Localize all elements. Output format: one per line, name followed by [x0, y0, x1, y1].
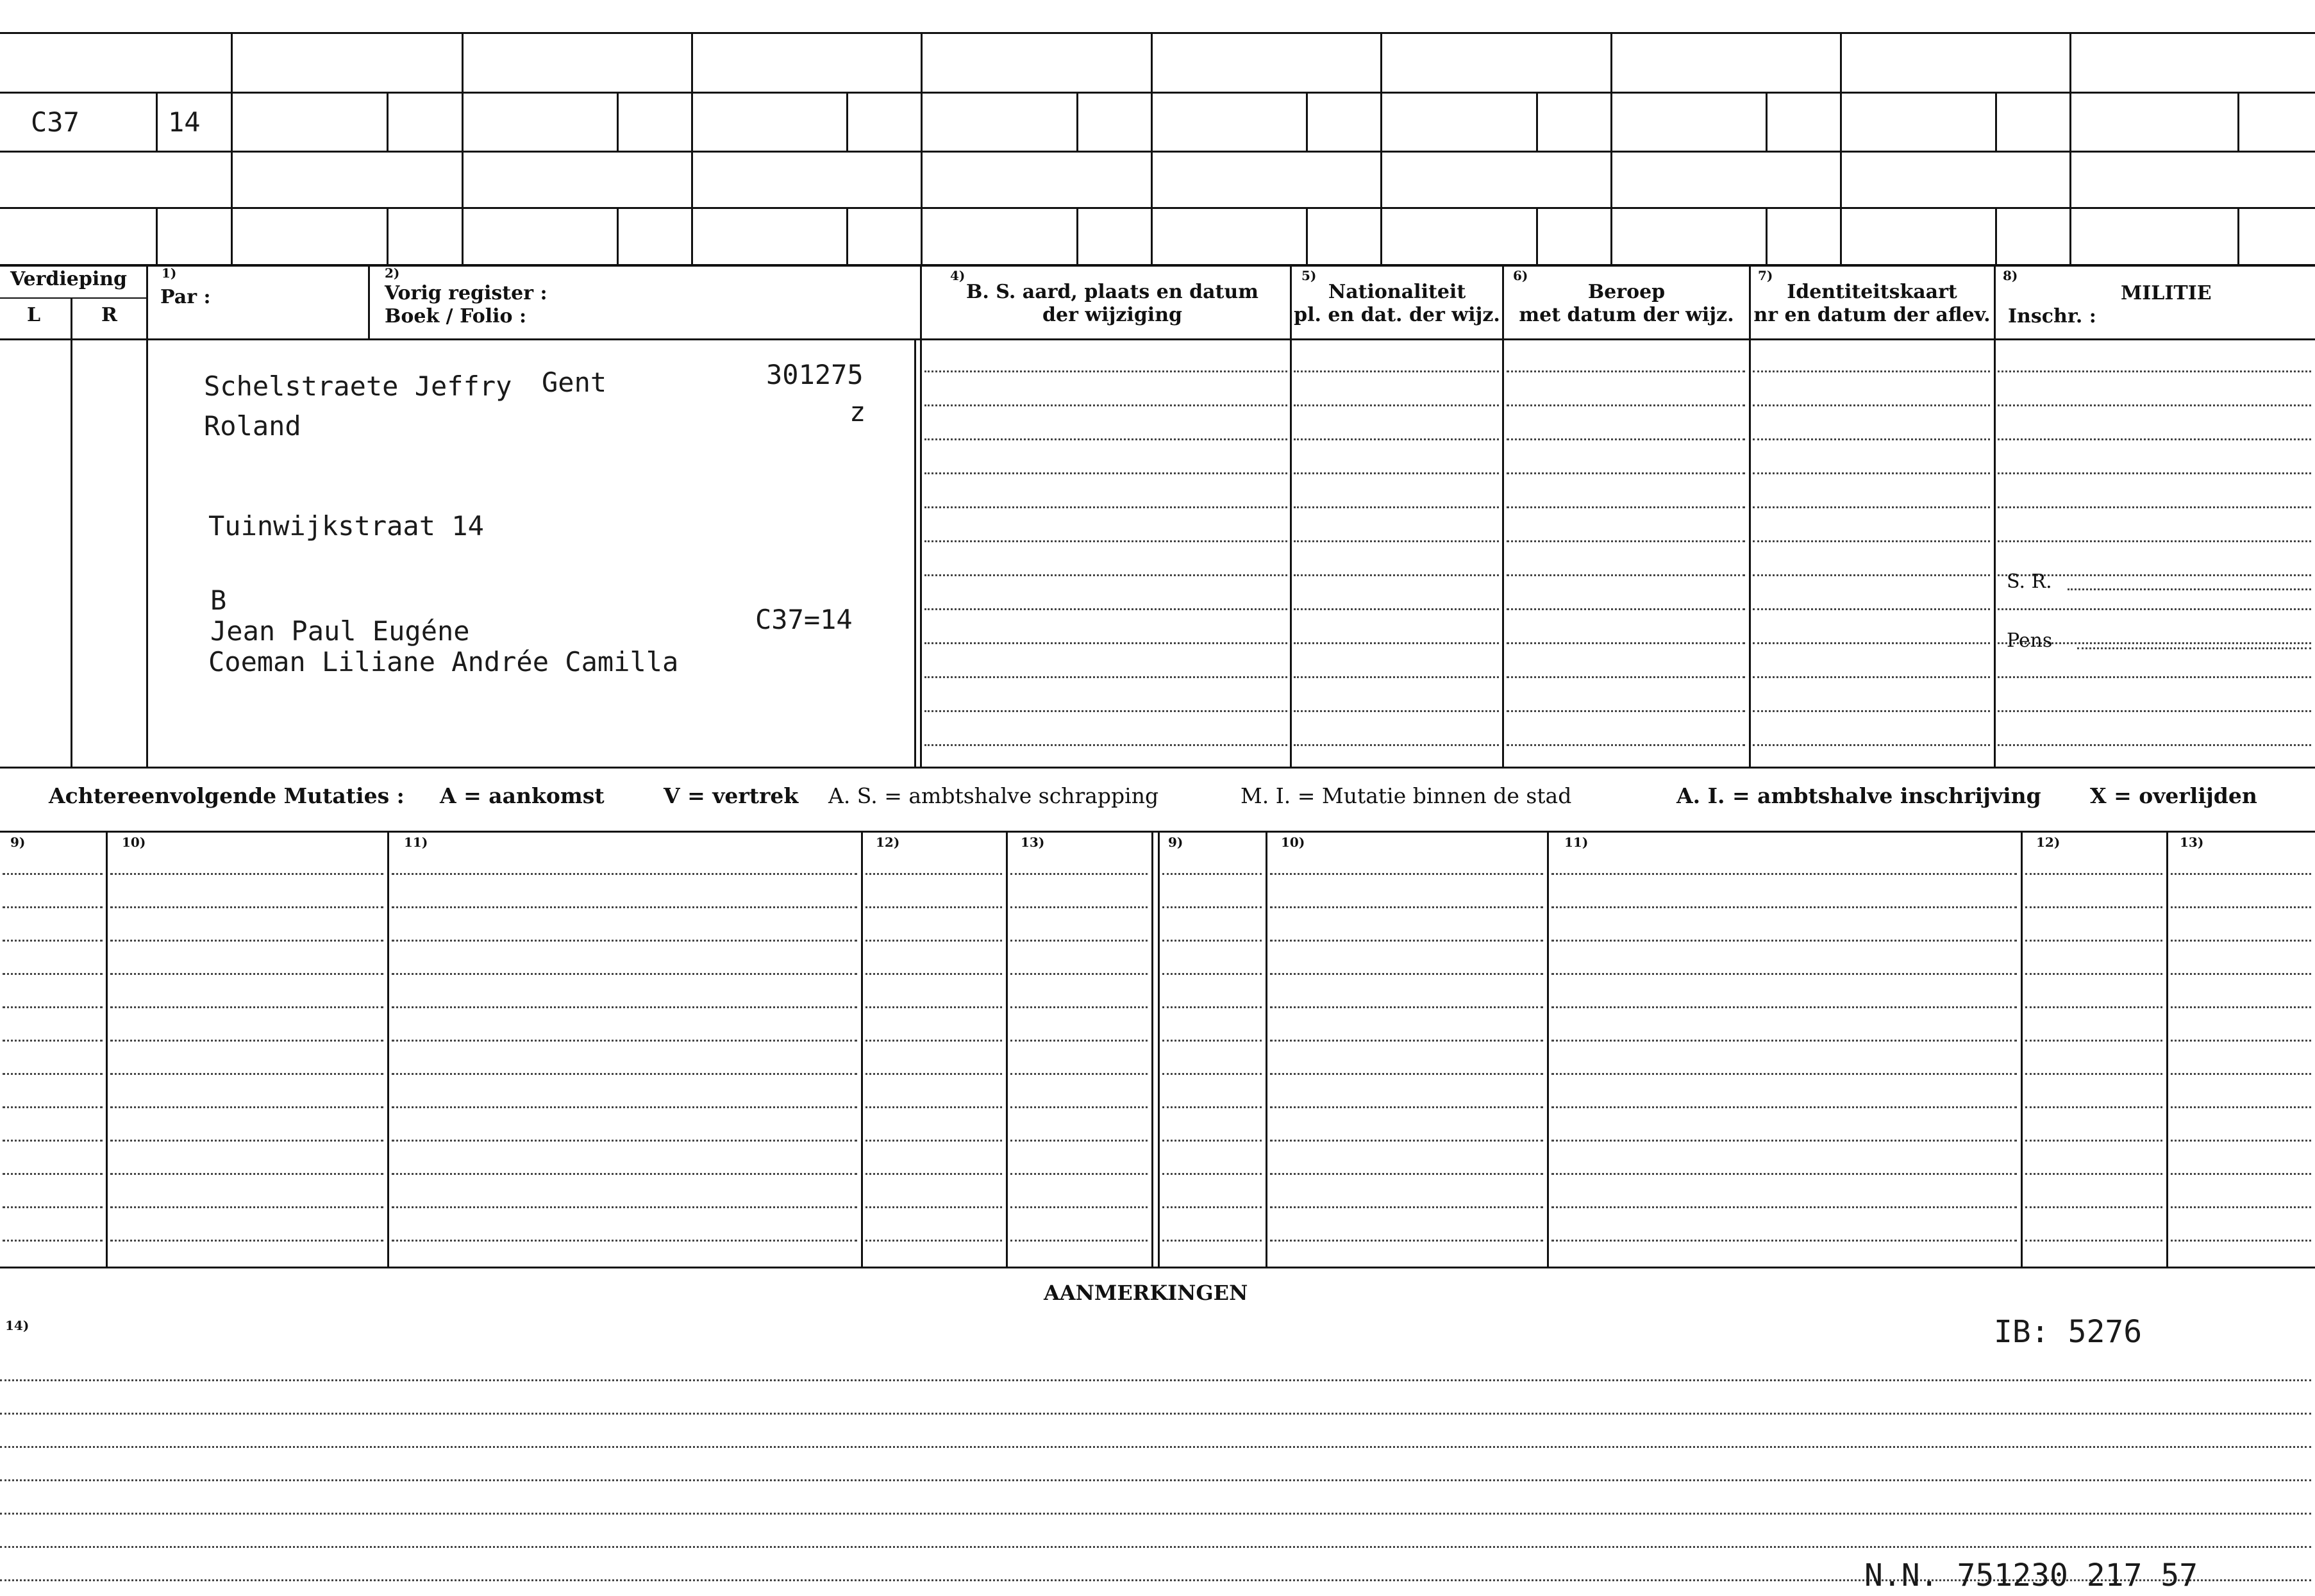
ruled-line: [1162, 1240, 1262, 1242]
right-label: R: [101, 304, 117, 326]
ruled-line: [1162, 873, 1262, 875]
ruled-line: [1270, 1140, 1543, 1142]
ruled-line: [1551, 1106, 2017, 1108]
beroep-number: 6): [1513, 268, 1528, 283]
legend-ambtshalve-inschrijving: A. I. = ambtshalve inschrijving: [1676, 783, 2041, 808]
ruled-line: [1551, 1140, 2017, 1142]
ruled-line: [1010, 1073, 1148, 1075]
ruled-line: [2171, 1140, 2311, 1142]
ruled-line: [2025, 1240, 2162, 1242]
number-cell: 14: [168, 106, 201, 138]
boek-folio-label: Boek / Folio :: [385, 305, 527, 328]
ruled-line: [1294, 710, 1499, 712]
beroep-line2: met datum der wijz.: [1519, 304, 1734, 326]
ruled-line: [1753, 370, 1990, 372]
nationaliteit-line2: pl. en dat. der wijz.: [1294, 304, 1500, 326]
ruled-line: [110, 1173, 383, 1175]
ruled-line: [3, 1240, 103, 1242]
left-label: L: [27, 304, 41, 326]
legend-vertrek: V = vertrek: [664, 783, 799, 808]
ruled-line: [1294, 608, 1499, 610]
ruled-line: [1998, 370, 2311, 372]
ruled-line: [865, 940, 1002, 942]
ruled-line: [1010, 1140, 1148, 1142]
ruled-line: [1294, 404, 1499, 406]
identiteitskaart-label: [1750, 281, 1994, 327]
ruled-line: [0, 1413, 2311, 1415]
col-10-label: 10): [122, 835, 146, 850]
ruled-line: [1551, 1206, 2017, 1208]
ruled-line: [1294, 506, 1499, 508]
mutations-title: [49, 783, 405, 808]
ruled-line: [1753, 676, 1990, 678]
nationaliteit-line1: Nationaliteit: [1328, 281, 1466, 303]
ruled-line: [2025, 1140, 2162, 1142]
ruled-line: [924, 710, 1287, 712]
ruled-line: [1162, 1206, 1262, 1208]
ib-number: IB: 5276: [1994, 1314, 2143, 1350]
ruled-line: [1551, 906, 2017, 908]
birthplace: Gent: [542, 367, 607, 398]
ruled-line: [110, 1006, 383, 1008]
ruled-line: [1507, 676, 1745, 678]
ruled-line: [3, 940, 103, 942]
ruled-line: [2171, 1006, 2311, 1008]
ruled-line: [1010, 906, 1148, 908]
ruled-line: [1551, 940, 2017, 942]
mother-name: Coeman Liliane Andrée Camilla: [208, 646, 679, 677]
ruled-line: [1294, 642, 1499, 644]
vorig-number: 2): [385, 265, 400, 281]
ruled-line: [2025, 1173, 2162, 1175]
ruled-line: [1998, 472, 2311, 474]
ruled-line: [1294, 472, 1499, 474]
birthdate: 301275: [766, 359, 864, 390]
ruled-line: [1270, 1006, 1543, 1008]
ruled-line: [1753, 744, 1990, 746]
militie-label: MILITIE: [2121, 282, 2212, 304]
col-9b-label: 9): [1168, 835, 1183, 850]
ruled-line: [1010, 1006, 1148, 1008]
ruled-line: [1010, 940, 1148, 942]
ruled-line: [1162, 1040, 1262, 1042]
ruled-line: [1162, 973, 1262, 975]
ruled-line: [0, 1446, 2311, 1448]
legend-ambtshalve-schrapping: A. S. = ambtshalve schrapping: [828, 783, 1159, 808]
ruled-line: [1998, 676, 2311, 678]
ruled-line: [2025, 906, 2162, 908]
identiteitskaart-line2: nr en datum der aflev.: [1753, 304, 1991, 326]
ruled-line: [2171, 1206, 2311, 1208]
ruled-line: [1753, 574, 1990, 576]
ruled-line: [1753, 540, 1990, 542]
inschr-label: Inschr. :: [2008, 305, 2096, 328]
ruled-line: [392, 1040, 857, 1042]
ruled-line: [1753, 608, 1990, 610]
ruled-line: [1551, 973, 2017, 975]
ruled-line: [1270, 1106, 1543, 1108]
ruled-line: [1162, 1006, 1262, 1008]
ruled-line: [110, 1040, 383, 1042]
ruled-line: [865, 1106, 1002, 1108]
ruled-line: [865, 1173, 1002, 1175]
ruled-line: [1551, 1006, 2017, 1008]
id-number: 7): [1758, 268, 1773, 283]
ruled-line: [392, 1006, 857, 1008]
nat-number: 5): [1301, 268, 1317, 283]
father-name: Jean Paul Eugéne: [210, 615, 470, 647]
ruled-line: [110, 940, 383, 942]
ruled-line: [1270, 906, 1543, 908]
ruled-line: [865, 906, 1002, 908]
ruled-line: [1507, 642, 1745, 644]
address: Tuinwijkstraat 14: [208, 510, 484, 542]
ruled-line: [1753, 506, 1990, 508]
ruled-line: [924, 744, 1287, 746]
identiteitskaart-line1: Identiteitskaart: [1787, 281, 1957, 303]
ruled-line: [3, 1073, 103, 1075]
ruled-line: [392, 873, 857, 875]
ruled-line: [1753, 438, 1990, 440]
ruled-line: [924, 370, 1287, 372]
ruled-line: [0, 1379, 2311, 1381]
ruled-line: [924, 404, 1287, 406]
sr-dotted-line: [2068, 588, 2311, 590]
ruled-line: [392, 973, 857, 975]
ruled-line: [1998, 540, 2311, 542]
col-13b-label: 13): [2180, 835, 2204, 850]
ruled-line: [865, 1073, 1002, 1075]
ruled-line: [924, 574, 1287, 576]
ruled-line: [865, 1140, 1002, 1142]
ruled-line: [2171, 973, 2311, 975]
ruled-line: [2171, 906, 2311, 908]
ruled-line: [392, 1106, 857, 1108]
ruled-line: [1998, 438, 2311, 440]
ruled-line: [1270, 940, 1543, 942]
ruled-line: [1507, 710, 1745, 712]
ruled-line: [1010, 1106, 1148, 1108]
ruled-line: [1753, 404, 1990, 406]
ruled-line: [3, 1006, 103, 1008]
ruled-line: [1507, 744, 1745, 746]
ruled-line: [2171, 1240, 2311, 1242]
ruled-line: [1753, 710, 1990, 712]
ruled-line: [1998, 608, 2311, 610]
col-11-label: 11): [404, 835, 428, 850]
ruled-line: [2171, 940, 2311, 942]
beroep-label: [1504, 281, 1749, 327]
ruled-line: [2171, 1173, 2311, 1175]
ruled-line: [1507, 472, 1745, 474]
ruled-line: [110, 1073, 383, 1075]
ruled-line: [1162, 906, 1262, 908]
par-label: Par :: [160, 286, 211, 308]
sr-label: S. R.: [2007, 570, 2052, 593]
ruled-line: [392, 1206, 857, 1208]
ruled-line: [2171, 1073, 2311, 1075]
ruled-line: [3, 1106, 103, 1108]
bs-label-line2: der wijziging: [1042, 304, 1182, 326]
ruled-line: [1551, 873, 2017, 875]
ruled-line: [1507, 438, 1745, 440]
mutations-title-text: Achtereenvolgende Mutaties :: [49, 783, 405, 808]
ruled-line: [1551, 1040, 2017, 1042]
col-10b-label: 10): [1281, 835, 1305, 850]
ruled-line: [3, 873, 103, 875]
par-number: 1): [162, 265, 177, 281]
ruled-line: [2025, 1040, 2162, 1042]
col-12b-label: 12): [2036, 835, 2060, 850]
sex: z: [849, 396, 866, 428]
remarks-number: 14): [5, 1318, 29, 1333]
ruled-line: [392, 940, 857, 942]
legend-mutatie-binnen-stad: M. I. = Mutatie binnen de stad: [1241, 783, 1572, 808]
ruled-line: [110, 1106, 383, 1108]
ruled-line: [3, 1040, 103, 1042]
legend-aankomst: A = aankomst: [440, 783, 605, 808]
nationality-code: B: [210, 585, 227, 616]
ruled-line: [392, 1140, 857, 1142]
ruled-line: [1270, 1173, 1543, 1175]
verdieping-label: Verdieping: [10, 268, 128, 290]
ruled-line: [1753, 472, 1990, 474]
ruled-line: [924, 676, 1287, 678]
ruled-line: [1507, 574, 1745, 576]
ruled-line: [865, 873, 1002, 875]
ruled-line: [2025, 1206, 2162, 1208]
ruled-line: [1270, 1206, 1543, 1208]
ruled-line: [924, 506, 1287, 508]
ruled-line: [1998, 404, 2311, 406]
ruled-line: [2025, 873, 2162, 875]
ruled-line: [924, 438, 1287, 440]
ruled-line: [392, 906, 857, 908]
ruled-line: [1294, 676, 1499, 678]
ruled-line: [1998, 744, 2311, 746]
ruled-line: [1162, 1173, 1262, 1175]
vorig-register-label: Vorig register :: [385, 282, 547, 304]
ruled-line: [1507, 608, 1745, 610]
ruled-line: [2171, 873, 2311, 875]
ruled-line: [2025, 1073, 2162, 1075]
ruled-line: [1270, 1040, 1543, 1042]
ruled-line: [3, 1206, 103, 1208]
ruled-line: [1294, 744, 1499, 746]
person-name: Schelstraete Jeffry: [204, 370, 512, 402]
ruled-line: [1294, 574, 1499, 576]
bs-label-line1: B. S. aard, plaats en datum: [966, 281, 1258, 303]
ruled-line: [1294, 540, 1499, 542]
ruled-line: [2171, 1106, 2311, 1108]
ruled-line: [1010, 873, 1148, 875]
ruled-line: [1551, 1240, 2017, 1242]
ruled-line: [1270, 873, 1543, 875]
ruled-line: [0, 1513, 2311, 1515]
second-name: Roland: [204, 410, 301, 442]
beroep-line1: Beroep: [1587, 281, 1666, 303]
ruled-line: [1294, 438, 1499, 440]
ruled-line: [1507, 370, 1745, 372]
ruled-line: [1753, 642, 1990, 644]
ruled-line: [2171, 1040, 2311, 1042]
col-9-label: 9): [10, 835, 26, 850]
code-cell: C37: [31, 106, 79, 138]
nationaliteit-label: [1291, 281, 1503, 327]
ruled-line: [1162, 1073, 1262, 1075]
ruled-line: [924, 472, 1287, 474]
aanmerkingen-title: AANMERKINGEN: [1044, 1281, 1248, 1305]
ruled-line: [1294, 370, 1499, 372]
ruled-line: [865, 973, 1002, 975]
ruled-line: [392, 1173, 857, 1175]
col-13-label: 13): [1021, 835, 1045, 850]
ruled-line: [1270, 1073, 1543, 1075]
ruled-line: [110, 1240, 383, 1242]
ruled-line: [924, 642, 1287, 644]
ruled-line: [1010, 1206, 1148, 1208]
ruled-line: [924, 540, 1287, 542]
ruled-line: [1010, 973, 1148, 975]
ruled-line: [3, 906, 103, 908]
ruled-line: [0, 1479, 2311, 1481]
ruled-line: [1162, 1106, 1262, 1108]
ruled-line: [865, 1040, 1002, 1042]
bs-number: 4): [950, 268, 965, 283]
ruled-line: [110, 973, 383, 975]
ruled-line: [392, 1073, 857, 1075]
ruled-line: [110, 906, 383, 908]
ruled-line: [110, 1140, 383, 1142]
ruled-line: [1270, 1240, 1543, 1242]
ruled-line: [1162, 940, 1262, 942]
col-11b-label: 11): [1564, 835, 1589, 850]
ruled-line: [2025, 940, 2162, 942]
ruled-line: [3, 1140, 103, 1142]
ruled-line: [0, 1546, 2311, 1548]
ruled-line: [2025, 1106, 2162, 1108]
ruled-line: [1010, 1040, 1148, 1042]
ruled-line: [1010, 1173, 1148, 1175]
ruled-line: [1998, 506, 2311, 508]
ruled-line: [2025, 1006, 2162, 1008]
ruled-line: [3, 973, 103, 975]
ruled-line: [865, 1240, 1002, 1242]
ruled-line: [1507, 404, 1745, 406]
ruled-line: [865, 1206, 1002, 1208]
ruled-line: [1507, 540, 1745, 542]
reference-code: C37=14: [755, 604, 853, 635]
militie-number: 8): [2003, 268, 2018, 283]
ruled-line: [2025, 973, 2162, 975]
ruled-line: [1162, 1140, 1262, 1142]
ruled-line: [1270, 973, 1543, 975]
bs-label: [923, 281, 1301, 327]
ruled-line: [924, 608, 1287, 610]
ruled-line: [1551, 1173, 2017, 1175]
pens-dotted-line: [2077, 647, 2311, 649]
ruled-line: [1507, 506, 1745, 508]
pens-label: Pens: [2007, 629, 2053, 652]
legend-overlijden: X = overlijden: [2090, 783, 2257, 808]
ruled-line: [392, 1240, 857, 1242]
ruled-line: [1998, 710, 2311, 712]
nn-number: N.N. 751230 217 57: [1864, 1558, 2198, 1593]
ruled-line: [865, 1006, 1002, 1008]
ruled-line: [1551, 1073, 2017, 1075]
col-12-label: 12): [876, 835, 900, 850]
ruled-line: [110, 873, 383, 875]
ruled-line: [1010, 1240, 1148, 1242]
ruled-line: [3, 1173, 103, 1175]
ruled-line: [110, 1206, 383, 1208]
